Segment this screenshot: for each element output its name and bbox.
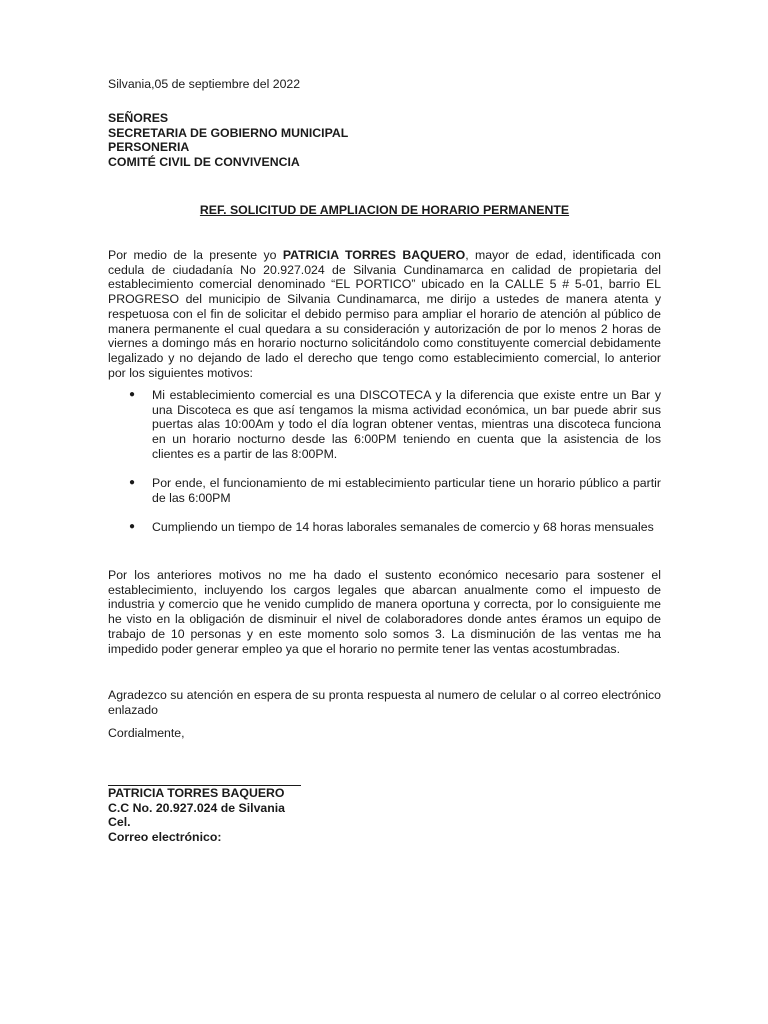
intro-text-before-name: Por medio de la presente yo [108,248,283,262]
bullet-icon: ● [129,477,136,489]
list-item [108,388,661,462]
signature-phone-label: Cel. [108,815,131,830]
bullet-icon: ● [129,521,136,533]
bullet-icon: ● [129,389,136,400]
addressee-line: COMITÉ CIVIL DE CONVIVENCIA [108,155,300,170]
intro-paragraph [108,248,661,380]
signature-id: C.C No. 20.927.024 de Silvania [108,800,286,815]
motive-text: Cumpliendo un tiempo de 14 horas laborales semanales de comercio y 68 horas mensuales [152,520,654,535]
sender-name-inline: PATRICIA TORRES BAQUERO [282,248,466,262]
signature-block [108,786,285,845]
addressee-line: SECRETARIA DE GOBIERNO MUNICIPAL [108,125,349,140]
list-item [108,520,661,535]
motive-text: Mi establecimiento comercial es una DISCOTECA y la diferencia que existe entre un Bar y una Discoteca es que así tengamos la misma actividad económica, un bar puede abrir sus puertas alas 10:00Am y todo el día logran obtener ventas, mientras una discoteca funciona en un horario nocturno desde las 6:00PM teniendo en cuenta que la asistencia de los clientes es a partir de las 8:00PM. [152,388,661,461]
closing-paragraph: Por los anteriores motivos no me ha dado el sustento económico necesario para sostener el establecimiento, incluyendo los cargos legales que abarcan anualmente como el impuesto de industria y comercio que he venido cumplido de manera oportuna y correcta, por lo consiguiente me he visto en la obligación de disminuir el nivel de colaboradores donde antes éramos un equipo de trabajo de 10 personas y en este momento solo somos 3. La disminución de las ventas me ha impedido poder generar empleo ya que el horario no permite tener las ventas acostumbradas. [108,568,661,656]
intro-text-after-name: , mayor de edad, identificada con cedula de ciudadanía No 20.927.024 de Silvania Cundinamarca en calidad de propietaria del establecimiento comercial denominado “EL PORTICO” ubicado en la CALLE 5 # 5-01, barrio EL PROGRESO del municipio de Silvania Cundinamarca, me dirijo a ustedes de manera atenta y respetuosa con el fin de solicitar el debido permiso para ampliar el horario de atención al público de manera permanente el cual quedara a su consideración y autorización de por lo menos 2 horas de viernes a domingo más en horario nocturno solicitándolo como constituyente comercial debidamente legalizado y no dejando de lado el derecho que tengo como establecimiento comercial, lo anterior por los siguientes motivos: [108,248,662,380]
thanks-paragraph: Agradezco su atención en espera de su pronta respuesta al numero de celular o al correo electrónico enlazado [108,688,661,717]
addressee-line: PERSONERIA [108,140,190,155]
motive-text: Por ende, el funcionamiento de mi establecimiento particular tiene un horario público a partir de las 6:00PM [152,476,661,505]
motives-list [108,388,661,550]
signature-name: PATRICIA TORRES BAQUERO [108,786,285,800]
list-item [108,476,661,505]
regards: Cordialmente, [108,726,185,740]
reference-line: REF. SOLICITUD DE AMPLIACION DE HORARIO PERMANENTE [199,203,570,217]
addressee-line: SEÑORES [108,111,169,125]
place-date: Silvania,05 de septiembre del 2022 [108,77,301,91]
signature-email-label: Correo electrónico: [108,830,222,845]
addressees-block [108,111,348,170]
